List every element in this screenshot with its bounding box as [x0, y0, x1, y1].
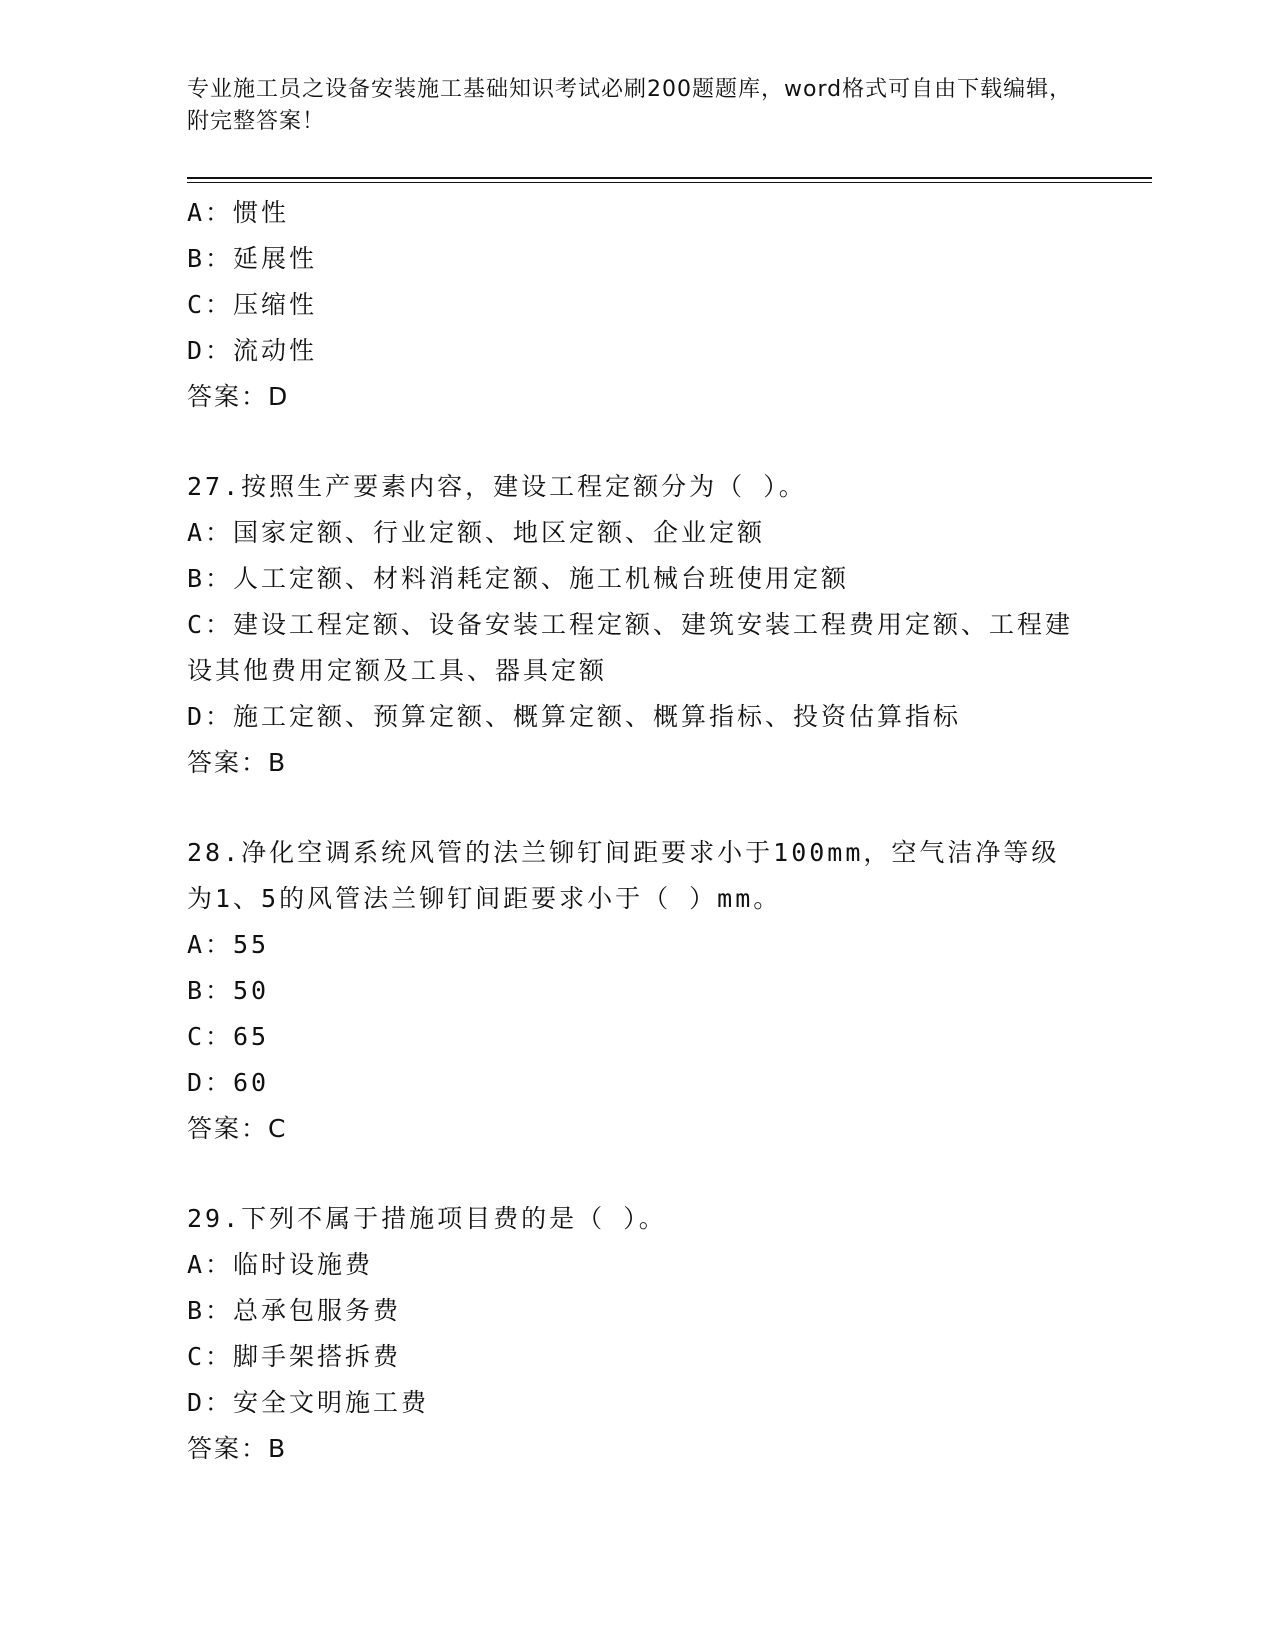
- option-label: C：: [187, 1342, 234, 1371]
- option-label: A：: [187, 198, 234, 227]
- option-label: B：: [187, 244, 234, 273]
- option-label: B：: [187, 976, 234, 1005]
- answer-line: 答案：B: [187, 1434, 288, 1463]
- option-text: 脚手架搭拆费: [233, 1342, 402, 1371]
- option-text: 55: [233, 930, 270, 959]
- option-d: [187, 328, 1087, 374]
- option-text: 总承包服务费: [233, 1296, 402, 1325]
- option-label: B：: [187, 564, 234, 593]
- option-text: 安全文明施工费: [233, 1388, 430, 1417]
- option-label: D：: [187, 1388, 234, 1417]
- question-stem: 29.下列不属于措施项目费的是（ ）。: [187, 1204, 667, 1233]
- option-b: [187, 236, 1087, 282]
- option-a: [187, 190, 1087, 236]
- spacer: [187, 420, 1087, 464]
- option-label: D：: [187, 1068, 234, 1097]
- option-text: 压缩性: [233, 290, 318, 319]
- option-text: 流动性: [233, 336, 318, 365]
- option-c: [187, 1014, 1087, 1060]
- option-label: C：: [187, 1022, 234, 1051]
- option-label: C：: [187, 290, 234, 319]
- option-text: 国家定额、行业定额、地区定额、企业定额: [233, 518, 766, 547]
- option-c: [187, 602, 1087, 694]
- answer-line: 答案：C: [187, 1114, 288, 1143]
- header-rule-thin: [187, 182, 1152, 183]
- option-label: D：: [187, 336, 234, 365]
- option-text: 人工定额、材料消耗定额、施工机械台班使用定额: [233, 564, 850, 593]
- option-a: [187, 1242, 1087, 1288]
- option-text: 延展性: [233, 244, 318, 273]
- option-d: [187, 1380, 1087, 1426]
- option-label: A：: [187, 518, 234, 547]
- option-list: [187, 190, 1087, 374]
- option-c: [187, 282, 1087, 328]
- option-text: 临时设施费: [233, 1250, 374, 1279]
- option-label: B：: [187, 1296, 234, 1325]
- spacer: [187, 1152, 1087, 1196]
- option-text: 建设工程定额、设备安装工程定额、建筑安装工程费用定额、工程建设其他费用定额及工具、器具定额: [187, 610, 1074, 685]
- answer-line: 答案：B: [187, 748, 288, 777]
- option-text: 惯性: [233, 198, 290, 227]
- option-b: [187, 968, 1087, 1014]
- option-b: [187, 1288, 1087, 1334]
- option-text: 施工定额、预算定额、概算定额、概算指标、投资估算指标: [233, 702, 962, 731]
- question-content: [187, 190, 1087, 1472]
- option-b: [187, 556, 1087, 602]
- option-label: A：: [187, 930, 234, 959]
- option-label: A：: [187, 1250, 234, 1279]
- option-d: [187, 1060, 1087, 1106]
- question-stem: 27.按照生产要素内容，建设工程定额分为（ ）。: [187, 472, 807, 501]
- option-text: 65: [233, 1022, 270, 1051]
- option-text: 50: [233, 976, 270, 1005]
- option-c: [187, 1334, 1087, 1380]
- option-a: [187, 510, 1087, 556]
- option-d: [187, 694, 1087, 740]
- option-text: 60: [233, 1068, 270, 1097]
- option-label: D：: [187, 702, 234, 731]
- document-header: 专业施工员之设备安装施工基础知识考试必刷200题题库，word格式可自由下载编辑，附完整答案！: [187, 77, 1073, 134]
- option-a: [187, 922, 1087, 968]
- option-label: C：: [187, 610, 234, 639]
- question-stem: 28.净化空调系统风管的法兰铆钉间距要求小于100mm，空气洁净等级为1、5的风管法兰铆钉间距要求小于（ ）mm。: [187, 838, 1060, 913]
- header-rule-thick: [187, 177, 1152, 179]
- spacer: [187, 786, 1087, 830]
- answer-line: 答案：D: [187, 382, 290, 411]
